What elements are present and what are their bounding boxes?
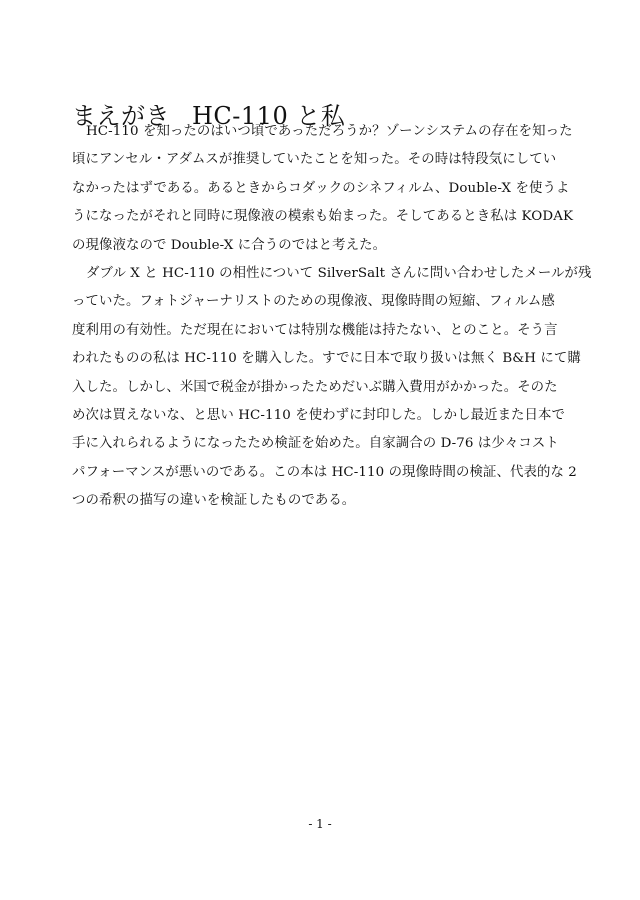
text-line: っていた。フォトジャーナリストのための現像液、現像時間の短縮、フィルム感 xyxy=(72,294,555,310)
text-line: 手に入れられるようになったため検証を始めた。自家調合の D-76 は少々コスト xyxy=(72,436,559,452)
text-line: なかったはずである。あるときからコダックのシネフィルム、Double-X を使うよ xyxy=(72,180,570,196)
page-number: - 1 - xyxy=(308,817,332,831)
text-line: われたものの私は HC-110 を購入した。すでに日本で取り扱いは無く B&H にて購 xyxy=(72,351,581,367)
text-line: HC-110 を知ったのはいつ頃であっただろうか？ゾーンシステムの存在を知った xyxy=(86,124,573,139)
body-text xyxy=(72,118,592,516)
text-line: 頃にアンセル・アダムスが推奨していたことを知った。その時は特段気にしてい xyxy=(72,152,557,168)
text-line: 入した。しかし、米国で税金が掛かったためだいぶ購入費用がかかった。そのた xyxy=(72,379,558,395)
title-sub: HC-110 と私 xyxy=(192,102,346,131)
paragraph xyxy=(72,260,592,516)
text-line: パフォーマンスが悪いのである。この本は HC-110 の現像時間の検証、代表的な 2 xyxy=(72,464,577,480)
text-line: の現像液なので Double-X に合うのではと考えた。 xyxy=(72,237,387,253)
text-line: め次は買えないな、と思い HC-110 を使わずに封印した。しかし最近また日本で xyxy=(72,408,566,424)
text-line: つの希釈の描写の違いを検証したものである。 xyxy=(72,493,356,509)
text-line: うになったがそれと同時に現像液の模索も始まった。そしてあるとき私は KODAK xyxy=(72,209,574,225)
text-line: ダブル X と HC-110 の相性について SilverSalt さんに問い合わせしたメールが残 xyxy=(86,266,592,282)
text-line: 度利用の有効性。ただ現在においては特別な機能は持たない、とのこと。そう言 xyxy=(72,322,558,338)
paragraph xyxy=(72,118,572,260)
title-main: まえがき xyxy=(72,102,170,131)
